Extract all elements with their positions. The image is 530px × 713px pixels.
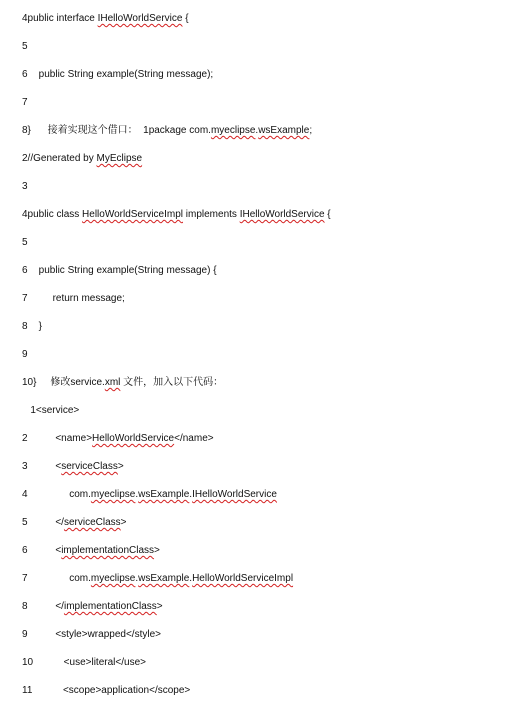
document-line <box>22 264 217 278</box>
document-line <box>22 628 161 642</box>
document-line <box>22 96 28 110</box>
line-text: 7 return message; <box>22 293 125 304</box>
spellcheck-flagged-word: myeclipse <box>90 573 136 584</box>
line-text: 6 public String example(String message) { <box>22 265 217 276</box>
line-text: . <box>135 573 139 584</box>
spellcheck-flagged-word: implementationClass <box>61 545 155 556</box>
line-text: 4 com. <box>22 489 91 500</box>
spellcheck-flagged-word: MyEclipse <box>96 153 143 164</box>
document-line <box>22 684 190 698</box>
document-line <box>22 544 160 558</box>
document-line <box>22 236 28 250</box>
line-text: 7 com. <box>22 573 91 584</box>
line-text: 文件，加入以下代码： <box>120 377 224 388</box>
spellcheck-flagged-word: IHelloWorldService <box>239 209 325 220</box>
line-text: 5 <box>22 41 28 52</box>
spellcheck-flagged-word: xml <box>104 377 121 388</box>
line-text: 10} 修改service. <box>22 377 105 388</box>
line-text: 7 <box>22 97 28 108</box>
spellcheck-flagged-word: IHelloWorldService <box>97 13 183 24</box>
document-line <box>22 348 28 362</box>
line-text: 8 } <box>22 321 43 332</box>
document-line <box>22 656 146 670</box>
line-text: 2//Generated by <box>22 153 97 164</box>
spellcheck-flagged-word: HelloWorldService <box>92 433 175 444</box>
spellcheck-flagged-word: wsExample <box>258 125 310 136</box>
spellcheck-flagged-word: serviceClass <box>63 517 121 528</box>
document-line <box>22 320 42 334</box>
spellcheck-flagged-word: serviceClass <box>61 461 118 472</box>
document-line <box>22 460 124 474</box>
line-text: 11 <scope>application</scope> <box>22 685 191 696</box>
line-text: { <box>182 13 189 24</box>
line-text: 3 <box>22 181 28 192</box>
document-line <box>22 572 293 586</box>
line-text: > <box>117 461 124 472</box>
line-text: implements <box>183 209 240 220</box>
document-line <box>22 600 163 614</box>
line-text: ; <box>309 125 313 136</box>
document-line <box>22 376 223 390</box>
line-text: > <box>154 545 160 556</box>
document-line <box>22 516 127 530</box>
line-text: 8 </ <box>22 601 64 612</box>
spellcheck-flagged-word: myeclipse <box>90 489 136 500</box>
spellcheck-flagged-word: implementationClass <box>63 601 157 612</box>
document-line <box>22 124 312 138</box>
line-text: 4public class <box>22 209 83 220</box>
line-text: 1<service> <box>22 405 80 416</box>
document-line <box>22 488 277 502</box>
line-text: 4public interface <box>22 13 98 24</box>
line-text: . <box>189 489 193 500</box>
line-text: 6 < <box>22 545 62 556</box>
spellcheck-flagged-word: HelloWorldServiceImpl <box>82 209 183 220</box>
line-text: 3 < <box>22 461 62 472</box>
document-line <box>22 40 28 54</box>
document-line <box>22 12 189 26</box>
line-text: 9 <style>wrapped</style> <box>22 629 161 640</box>
document-line <box>22 208 331 222</box>
spellcheck-flagged-word: myeclipse <box>210 125 256 136</box>
document-line <box>22 180 28 194</box>
line-text: . <box>255 125 259 136</box>
line-text: </name> <box>174 433 214 444</box>
line-text: > <box>156 601 163 612</box>
document-line <box>22 432 214 446</box>
line-text: 5 <box>22 237 28 248</box>
line-text: > <box>120 517 127 528</box>
line-text: 8} 接着实现这个借口： 1package com. <box>22 125 211 136</box>
line-text: 5 </ <box>22 517 64 528</box>
line-text: { <box>324 209 331 220</box>
spellcheck-flagged-word: wsExample <box>138 489 190 500</box>
spellcheck-flagged-word: HelloWorldServiceImpl <box>192 573 294 584</box>
line-text: 9 <box>22 349 28 360</box>
document-line <box>22 404 79 418</box>
line-text: 6 public String example(String message); <box>22 69 214 80</box>
spellcheck-flagged-word: wsExample <box>138 573 190 584</box>
line-text: 2 <name> <box>22 433 93 444</box>
document-line <box>22 152 142 166</box>
document-line <box>22 292 125 306</box>
line-text: . <box>189 573 193 584</box>
line-text: . <box>135 489 139 500</box>
line-text: 10 <use>literal</use> <box>22 657 146 668</box>
spellcheck-flagged-word: IHelloWorldService <box>192 489 277 500</box>
document-line <box>22 68 213 82</box>
